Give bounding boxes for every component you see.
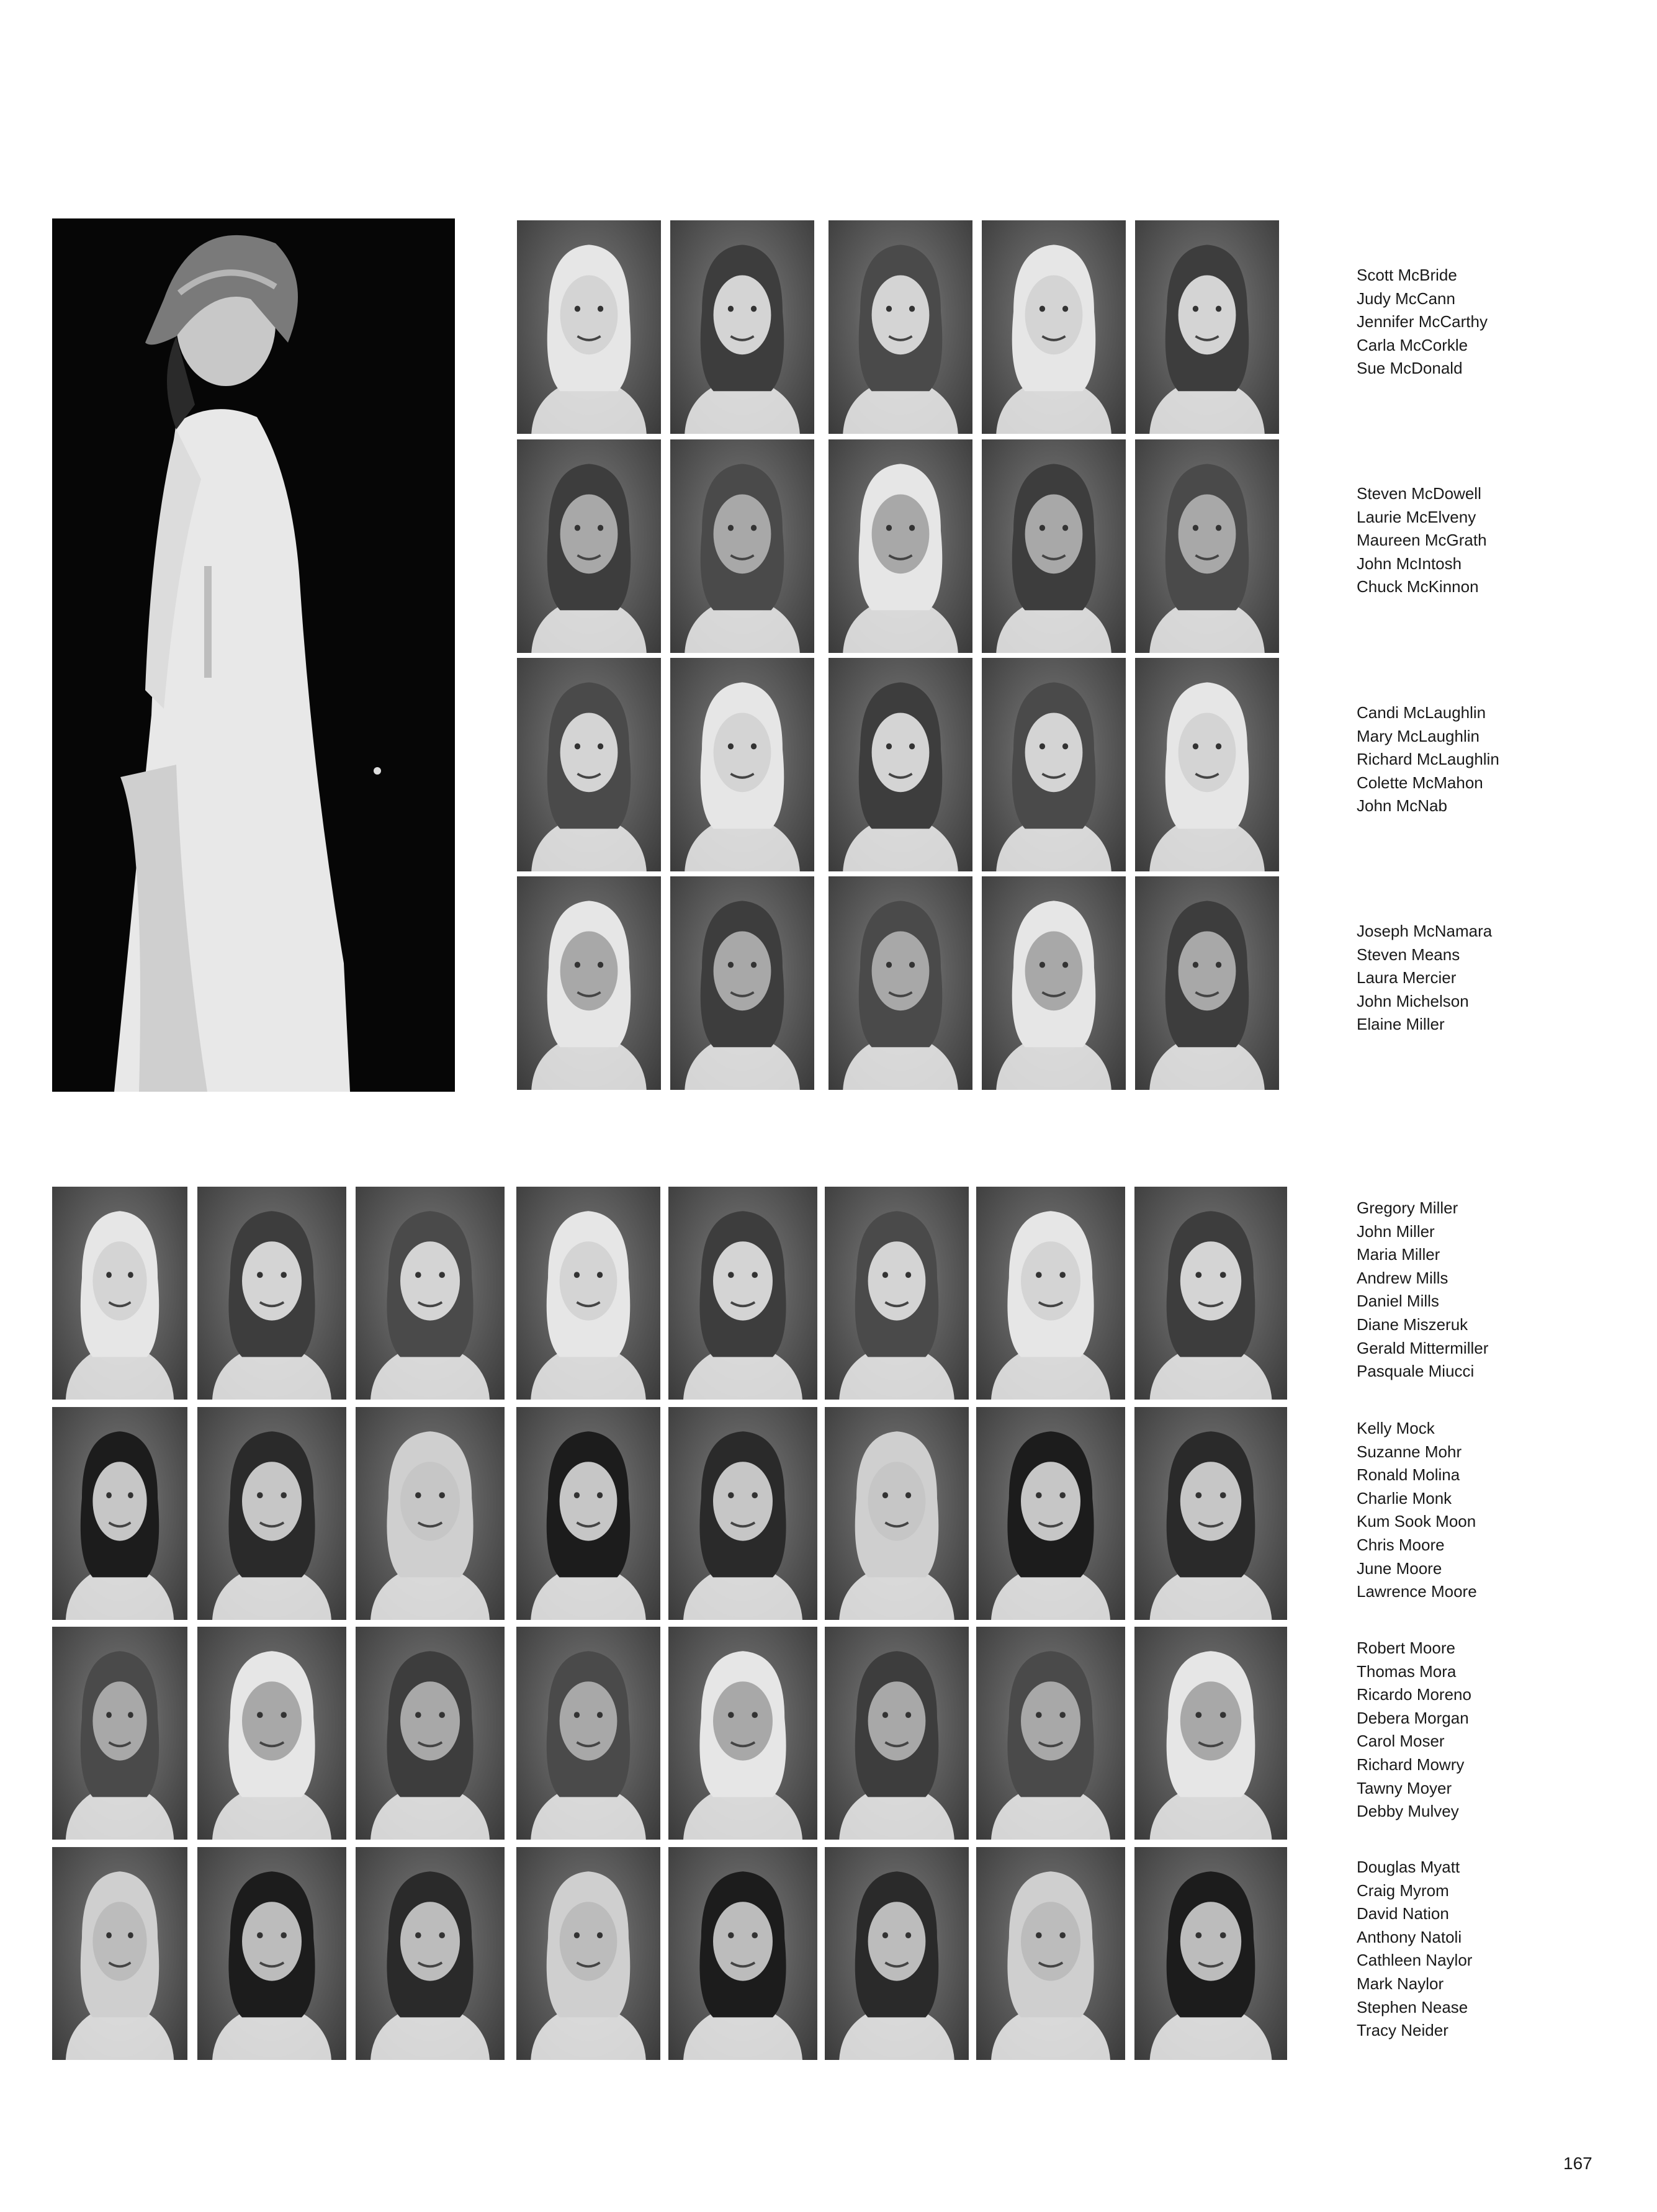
bottom-portrait-photo: [1134, 1627, 1287, 1840]
name-label: Mark Naylor: [1357, 1974, 1444, 1993]
name-label: Diane Miszeruk: [1357, 1315, 1468, 1334]
bottom-portrait-photo: [976, 1627, 1125, 1840]
bottom-portrait-photo: [356, 1407, 505, 1620]
bottom-portrait-photo: [976, 1187, 1125, 1400]
name-list-bottom-1: [1357, 1197, 1488, 1383]
name-label: Lawrence Moore: [1357, 1582, 1477, 1601]
name-list-bottom-4: [1357, 1856, 1472, 2043]
name-label: Debera Morgan: [1357, 1708, 1469, 1727]
top-portrait-photo: [1135, 439, 1279, 653]
top-portrait-photo: [670, 439, 814, 653]
bottom-portrait-photo: [197, 1407, 346, 1620]
name-label: Carla McCorkle: [1357, 335, 1468, 354]
name-label: Colette McMahon: [1357, 773, 1483, 792]
name-label: Chuck McKinnon: [1357, 577, 1479, 596]
top-portrait-photo: [1135, 220, 1279, 434]
name-label: Gregory Miller: [1357, 1198, 1458, 1217]
name-label: Ricardo Moreno: [1357, 1685, 1471, 1704]
bottom-portrait-photo: [356, 1847, 505, 2060]
bottom-portrait-photo: [516, 1627, 660, 1840]
name-label: Stephen Nease: [1357, 1997, 1468, 2016]
top-portrait-photo: [828, 876, 972, 1090]
name-label: Mary McLaughlin: [1357, 726, 1480, 745]
bottom-portrait-photo: [52, 1627, 187, 1840]
top-portrait-photo: [982, 876, 1126, 1090]
name-label: David Nation: [1357, 1904, 1449, 1923]
name-label: Andrew Mills: [1357, 1268, 1448, 1287]
name-label: Carol Moser: [1357, 1732, 1445, 1751]
name-label: John McIntosh: [1357, 554, 1462, 573]
top-portrait-photo: [982, 220, 1126, 434]
name-label: Sue McDonald: [1357, 359, 1463, 378]
name-label: John Michelson: [1357, 991, 1469, 1010]
bottom-portrait-photo: [976, 1407, 1125, 1620]
name-label: Laura Mercier: [1357, 968, 1457, 987]
name-label: Douglas Myatt: [1357, 1858, 1460, 1876]
top-portrait-photo: [982, 439, 1126, 653]
bottom-portrait-photo: [825, 1847, 969, 2060]
bottom-portrait-photo: [1134, 1187, 1287, 1400]
name-label: Steven Means: [1357, 945, 1460, 964]
bottom-portrait-photo: [1134, 1407, 1287, 1620]
bottom-portrait-photo: [197, 1187, 346, 1400]
top-portrait-photo: [1135, 658, 1279, 871]
name-label: Joseph McNamara: [1357, 922, 1493, 940]
top-portrait-photo: [517, 220, 661, 434]
top-portrait-photo: [517, 876, 661, 1090]
name-list-top-4: [1357, 920, 1492, 1036]
name-label: Scott McBride: [1357, 266, 1457, 284]
bottom-portrait-photo: [356, 1627, 505, 1840]
name-label: Richard McLaughlin: [1357, 750, 1499, 769]
top-portrait-photo: [828, 658, 972, 871]
name-label: Robert Moore: [1357, 1639, 1455, 1657]
bottom-portrait-photo: [197, 1627, 346, 1840]
name-label: Chris Moore: [1357, 1535, 1445, 1554]
name-label: Richard Mowry: [1357, 1755, 1465, 1774]
bottom-portrait-photo: [52, 1407, 187, 1620]
name-label: Craig Myrom: [1357, 1881, 1449, 1900]
bottom-portrait-photo: [197, 1847, 346, 2060]
name-label: Gerald Mittermiller: [1357, 1338, 1489, 1357]
bottom-portrait-photo: [668, 1187, 817, 1400]
top-portrait-photo: [982, 658, 1126, 871]
top-portrait-photo: [1135, 876, 1279, 1090]
name-label: Candi McLaughlin: [1357, 703, 1486, 722]
name-label: June Moore: [1357, 1558, 1442, 1578]
top-portrait-photo: [517, 658, 661, 871]
top-portrait-photo: [828, 439, 972, 653]
name-label: John McNab: [1357, 796, 1447, 816]
name-label: Kum Sook Moon: [1357, 1512, 1476, 1531]
name-label: Tracy Neider: [1357, 2021, 1448, 2040]
name-label: Daniel Mills: [1357, 1292, 1439, 1311]
name-label: Pasquale Miucci: [1357, 1362, 1475, 1381]
name-label: Thomas Mora: [1357, 1661, 1457, 1681]
bottom-portrait-photo: [825, 1627, 969, 1840]
name-label: John Miller: [1357, 1221, 1435, 1241]
bottom-portrait-photo: [825, 1187, 969, 1400]
bottom-portrait-photo: [668, 1847, 817, 2060]
name-label: Maureen McGrath: [1357, 531, 1487, 550]
name-label: Cathleen Naylor: [1357, 1951, 1473, 1970]
top-portrait-photo: [828, 220, 972, 434]
name-label: Elaine Miller: [1357, 1015, 1445, 1034]
bottom-portrait-photo: [356, 1187, 505, 1400]
bottom-portrait-photo: [668, 1407, 817, 1620]
page-number: 167: [1563, 2154, 1592, 2173]
name-label: Anthony Natoli: [1357, 1927, 1462, 1946]
name-list-top-2: [1357, 482, 1487, 599]
top-portrait-photo: [670, 658, 814, 871]
candid-costume-photo: [52, 218, 455, 1092]
bottom-portrait-photo: [516, 1847, 660, 2060]
top-portrait-photo: [517, 439, 661, 653]
bottom-portrait-photo: [516, 1187, 660, 1400]
bottom-portrait-photo: [668, 1627, 817, 1840]
name-list-top-3: [1357, 701, 1499, 818]
bottom-portrait-photo: [516, 1407, 660, 1620]
name-label: Kelly Mock: [1357, 1419, 1435, 1437]
top-portrait-photo: [670, 220, 814, 434]
name-label: Suzanne Mohr: [1357, 1442, 1462, 1461]
top-portrait-photo: [670, 876, 814, 1090]
bottom-portrait-photo: [825, 1407, 969, 1620]
name-label: Laurie McElveny: [1357, 507, 1476, 526]
name-label: Debby Mulvey: [1357, 1802, 1459, 1821]
name-label: Tawny Moyer: [1357, 1778, 1452, 1797]
name-label: Steven McDowell: [1357, 484, 1481, 503]
name-list-bottom-2: [1357, 1417, 1477, 1604]
name-label: Judy McCann: [1357, 289, 1455, 308]
name-list-bottom-3: [1357, 1637, 1471, 1823]
bottom-portrait-photo: [1134, 1847, 1287, 2060]
bottom-portrait-photo: [52, 1847, 187, 2060]
name-label: Charlie Monk: [1357, 1488, 1452, 1508]
name-label: Maria Miller: [1357, 1245, 1440, 1264]
bottom-portrait-photo: [976, 1847, 1125, 2060]
bottom-portrait-photo: [52, 1187, 187, 1400]
name-label: Jennifer McCarthy: [1357, 312, 1488, 331]
name-label: Ronald Molina: [1357, 1465, 1460, 1485]
name-list-top-1: [1357, 264, 1488, 380]
